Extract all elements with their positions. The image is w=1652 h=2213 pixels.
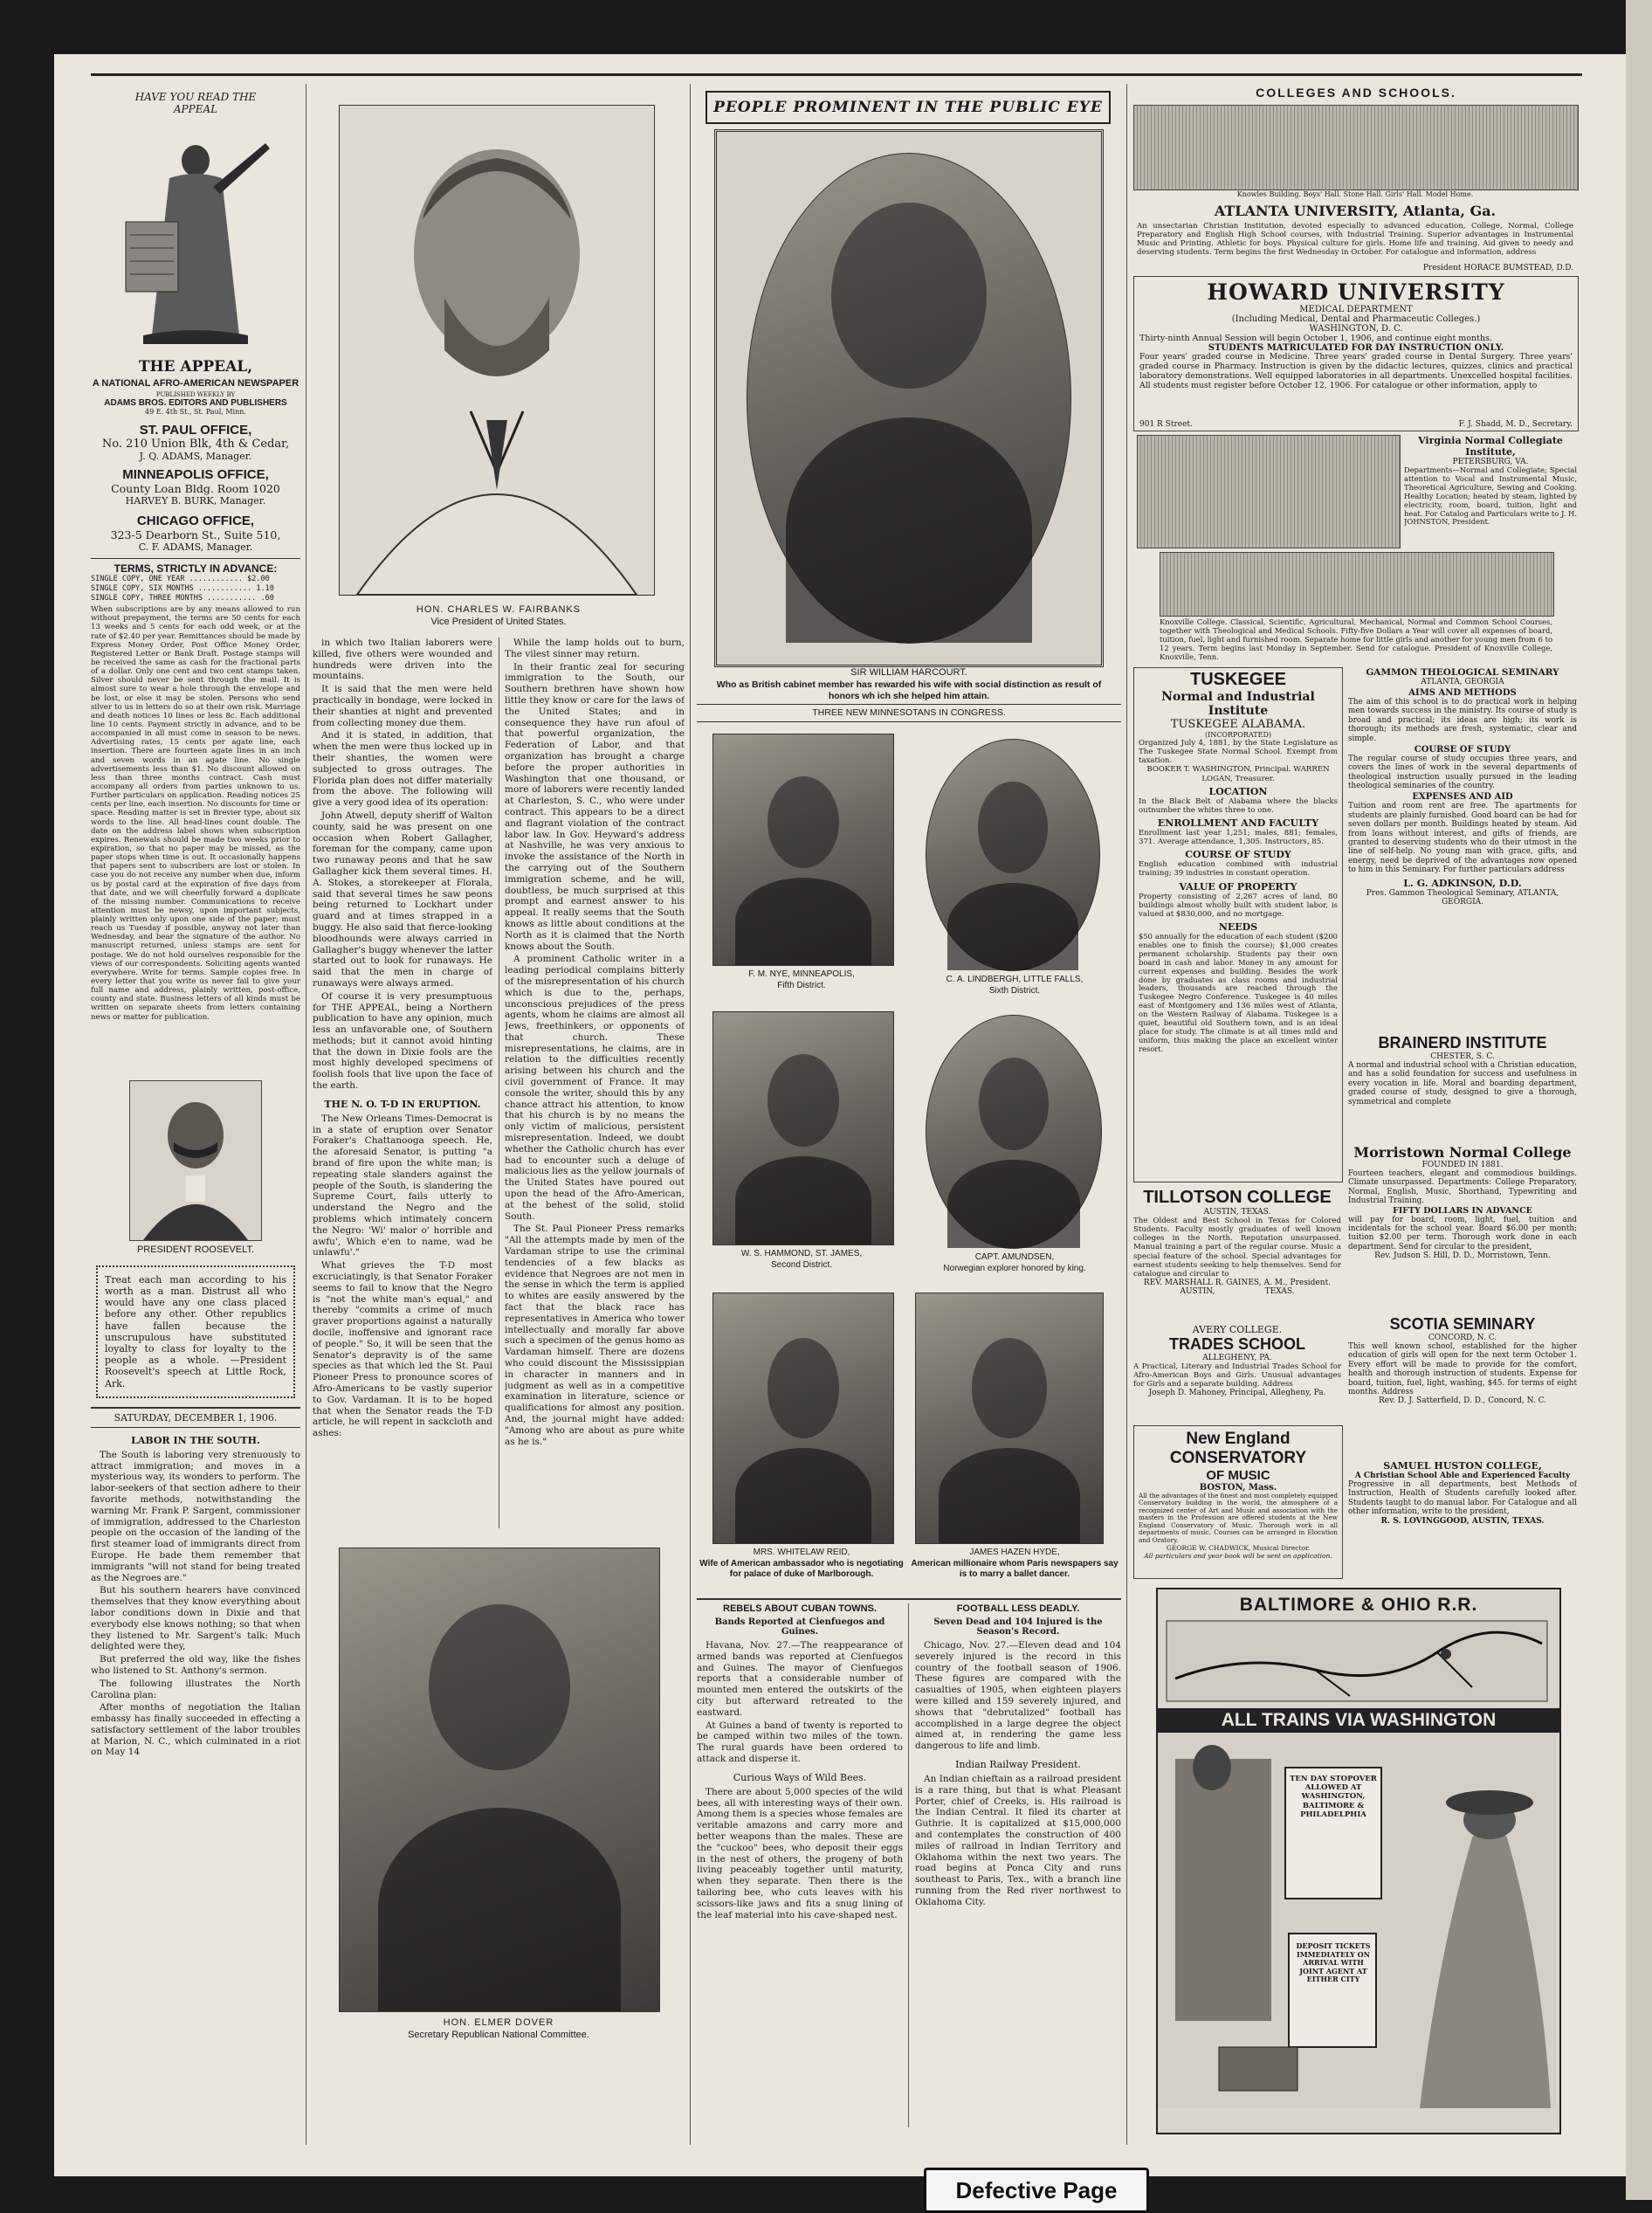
publisher-address: 49 E. 4th St., St. Paul, Minn. bbox=[145, 408, 246, 416]
morristown-ad bbox=[1348, 1144, 1577, 1310]
dover-portrait bbox=[339, 1548, 660, 2012]
gammon-ad bbox=[1348, 667, 1577, 1025]
minneapolis-address: County Loan Bldg. Room 1020 bbox=[111, 482, 280, 495]
colleges-banner: COLLEGES AND SCHOOLS. bbox=[1256, 86, 1456, 100]
column-2-3 bbox=[313, 84, 685, 2145]
fairbanks-portrait bbox=[339, 105, 655, 596]
scotia-city: CONCORD, N. C. bbox=[1428, 1334, 1497, 1342]
column-1 bbox=[91, 84, 300, 2145]
cuban-article bbox=[697, 1603, 903, 2145]
roosevelt-engraving bbox=[130, 1081, 261, 1240]
bo-deposit-sign: DEPOSIT TICKETS IMMEDIATELY ON ARRIVAL WITH JOINT AGENT AT EITHER CITY bbox=[1296, 1941, 1371, 1984]
lindbergh-description: Sixth District. bbox=[988, 985, 1041, 996]
howard-secretary: F. J. Shadd, M. D., Secretary. bbox=[1458, 420, 1573, 429]
tuskegee-location-heading: LOCATION bbox=[1208, 785, 1268, 797]
tuskegee-course: English education combined with industrial training; 39 industries in constant operation. bbox=[1139, 860, 1338, 879]
hyde-portrait bbox=[915, 1293, 1104, 1544]
tuskegee-officers: BOOKER T. WASHINGTON, Principal. WARREN LOGAN, Treasurer. bbox=[1146, 765, 1330, 783]
colleges-section bbox=[1133, 84, 1579, 2145]
hammond-caption bbox=[697, 1249, 906, 1271]
nec-title-3: OF MUSIC bbox=[1206, 1468, 1270, 1483]
article-paragraph: A prominent Catholic writer in a leading periodical complains bitterly of the misrepresentation of his church which is due to the, perhaps, unconscious prejudices of the press agents, whom he claims are almost all Jews, freethinkers, or opponents of that church. These misrepresentations, he claims, are in relation to the difficulties recently arising between his church and the civil government of France. It may console the writer, should this by any chance attract his attention, to know that his church is by no means the only victim of malicious, persistent misrepresentation. Indeed, we doubt whether the Catholic church has ever had to encounter such a deluge of malicious lies as the yellow journals of the United States have poured out upon the head of the Afro-American, at the behest of the solid, stolid South. bbox=[505, 954, 685, 1222]
terms-fine-print: When subscriptions are by any means allowed to run without prepayment, the terms are 50 cents for each 13 weeks and 5 cents for each odd week, or at the rate of $2.40 per year. Remittances should be made by Express Money Order, Post Office Money Order, Registered Letter or Bank Draft. Postage stamps will be received the same as cash for the fractional parts of a dollar. Only one cent and two cent stamps taken. Silver should never be sent through the mail. It is almost sure to wear a hole through the envelope and be lost, or else it may be stolen. Persons who send silver to us in letters do so at their own risk. Marriage and death notices 10 lines or less 8c. Each additional line 10 cents. Payment strictly in advance, and to be accompanied in all must come in season to be news. Advertising rates, 15 cents per agate line, each insertion. There are fourteen agate lines in an inch and seven words in an agate line. No single advertisements less than $1. No discount allowed on less than three months contract. Cash must accompany all orders from parties unknown to us. Further particulars on application. Reading notices 25 cents per line, each insertion. No discounts for time or space. Reading matter is set in Brevier type, about six words to the line. All head-lines count double. The date on the address label shows when subscription expires. Renewals should be made two weeks prior to expiration, so that no paper may be missed, as the paper stops when time is out. It occasionally happens that papers sent to subscribers are lost or stolen. In case you do not receive any number when due, inform us by postal card at the expiration of five days from that date, and we will cheerfully forward a duplicate of the missing number. Communications to receive attention must be newsy, upon important subjects, plainly written only upon one side of the paper; must reach us Tuesday if possible, anyway not later than Wednesday, and bear the signature of the author. No manuscript returned, unless stamps are sent for postage. We do not hold ourselves responsible for the views of our correspondents. Soliciting agents wanted everywhere. Write for terms. Sample copies free. In every letter that you write us never fail to give your full name and address, plainly written, post-office, county and state. Business letters of all kinds must be written on separate sheets from letters containing news or matter for publication. bbox=[91, 605, 300, 1022]
nye-name: F. M. NYE, MINNEAPOLIS, bbox=[748, 969, 855, 979]
terms-heading: TERMS, STRICTLY IN ADVANCE: bbox=[114, 562, 278, 575]
tuskegee-organized: Organized July 4, 1881, by the State Legislature as The Tuskegee State Normal School. Exempt from taxation. bbox=[1139, 739, 1338, 766]
nec-title-2: CONSERVATORY bbox=[1169, 1449, 1307, 1467]
huston-president: R. S. LOVINGGOOD, AUSTIN, TEXAS. bbox=[1380, 1516, 1545, 1526]
gammon-course: The regular course of study occupies three years, and covers the lines of work in the several departments of theological instruction usually pursued in the leading theological seminaries of the country. bbox=[1348, 754, 1577, 790]
gammon-expenses: Tuition and room rent are free. The apartments for students are plainly furnished. Good board can be had for seven dollars per month. Buildings heated by steam. Aid from loans without interest, and gifts of friends, are granted to deserving students who do their utmost in the line of self-help. No young man with grace, gifts, and energy, need be deprived of the advantages now opened to him in this Seminary. For further particulars address bbox=[1348, 802, 1577, 874]
football-heading: FOOTBALL LESS DEADLY. bbox=[956, 1603, 1080, 1614]
tuskegee-needs: $50 annually for the education of each student ($200 enables one to finish the course); $1,000 creates permanent scholarship. Students pay their own board in cash and labor. Money in any amount for current expenses and building. Besides the work done by graduates as class rooms and industrial leaders, thousands are reached through the Tuskegee Negro Conference. Tuskegee is 40 miles east of Montgomery and 136 miles west of Atlanta, on the Western Railway of Alabama. Tuskegee is a quiet, beautiful old Southern town, and is an ideal place for study. The climate is at all times mild and uniform, thus making the place an excellent winter resort. bbox=[1139, 931, 1338, 1053]
article-paragraph: What grieves the T-D most excruciatingly, is that Senator Foraker seems to fail to know that the Negro is "not the white man's equal," and thereby "commits a crime of much graver proportions against a naturally docile, inoffensive and ignorant race of people." So, it will be seen that the Senator's depravity is of the same species as that which led the St. Paul Pioneer Press to pronounce scores of Afro-Americans to be vastly superior to Gov. Vardaman. It is to be hoped that when the Senator reads the T-D article, he will repent in sackcloth and ashes: bbox=[313, 1260, 492, 1439]
divider bbox=[697, 1598, 1121, 1600]
divider bbox=[91, 558, 300, 559]
roosevelt-quote: Treat each man according to his worth as a man. Distrust all who would have any one class placed before any other. Other republics have fallen because the unscrupulous have substituted loyalty to class for loyalty to the people as a whole. —President Roosevelt's speech at Little Rock, Ark. bbox=[105, 1273, 286, 1389]
minneapolis-office-heading: MINNEAPOLIS OFFICE, bbox=[122, 467, 269, 482]
samuel-huston-ad bbox=[1348, 1460, 1577, 1574]
article-paragraph: But preferred the old way, like the fishes who listened to St. Anthony's sermon. bbox=[91, 1654, 300, 1676]
football-article bbox=[915, 1603, 1121, 2145]
publishers: ADAMS BROS. EDITORS AND PUBLISHERS bbox=[104, 398, 287, 408]
huston-title: SAMUEL HUSTON COLLEGE, bbox=[1383, 1460, 1542, 1472]
masthead-slogan: HAVE YOU READ THE APPEAL bbox=[134, 91, 257, 116]
tuskegee-incorporated: (INCORPORATED) bbox=[1205, 731, 1271, 739]
avery-principal: Joseph D. Mahoney, Principal, Allegheny, Pa. bbox=[1148, 1389, 1326, 1398]
amundsen-description: Norwegian explorer honored by king. bbox=[943, 1263, 1086, 1273]
roosevelt-caption: PRESIDENT ROOSEVELT. bbox=[136, 1244, 255, 1256]
howard-text-1: Thirty-ninth Annual Session will begin October 1, 1906, and continue eight months. bbox=[1139, 334, 1492, 343]
scotia-text: This well known school, established for the higher education of girls will open for the next term October 1. Every effort will be made to provide for the comfort, health and thorough instruction of students. Expense for board, tuition, fuel, light, washing, $45. for terms of eight months. Address bbox=[1348, 1342, 1577, 1396]
scotia-ad bbox=[1348, 1315, 1577, 1455]
morristown-president: Rev. Judson S. Hill, D. D., Morristown, Tenn. bbox=[1374, 1251, 1551, 1260]
lindbergh-portrait bbox=[926, 739, 1100, 971]
scotia-title: SCOTIA SEMINARY bbox=[1389, 1315, 1536, 1333]
tillotson-title: TILLOTSON COLLEGE bbox=[1143, 1188, 1332, 1207]
tuskegee-value: Property consisting of 2,267 acres of land, 80 buildings almost wholly built with student labor, is valued at $830,000, and no mortgage. bbox=[1139, 892, 1338, 919]
gammon-course-heading: COURSE OF STUDY bbox=[1414, 744, 1511, 755]
article-paragraph: But his southern hearers have convinced themselves that they know everything about labor conditions down in Dixie and that everybody else knows nothing; so that when they listened to Mr. Sargent's talk: Much delighted were they, bbox=[91, 1585, 300, 1652]
cuban-heading: REBELS ABOUT CUBAN TOWNS. bbox=[723, 1603, 877, 1614]
gammon-expenses-heading: EXPENSES AND AID bbox=[1412, 792, 1513, 803]
herald-figure-illustration bbox=[108, 91, 283, 346]
article-paragraph: The following illustrates the North Carolina plan: bbox=[91, 1678, 300, 1700]
hyde-description: American millionaire whom Paris newspapers say is to marry a ballet dancer. bbox=[911, 1558, 1119, 1579]
lindbergh-caption bbox=[910, 975, 1119, 996]
nec-city: BOSTON, Mass. bbox=[1199, 1483, 1277, 1493]
divider bbox=[91, 1427, 300, 1428]
terms-rate-row: SINGLE COPY, ONE YEAR ............ $2.00 bbox=[91, 575, 270, 583]
lindbergh-name: C. A. LINDBERGH, LITTLE FALLS, bbox=[946, 975, 1084, 984]
howard-city: WASHINGTON, D. C. bbox=[1309, 324, 1403, 334]
brainerd-city: CHESTER, S. C. bbox=[1430, 1052, 1495, 1061]
nye-description: Fifth District. bbox=[777, 980, 826, 990]
tuskegee-enrollment: Enrollment last year 1,251; males, 881; females, 371. Average attendance, 1,305. Instructors, 85. bbox=[1139, 828, 1338, 847]
chicago-office-heading: CHICAGO OFFICE, bbox=[136, 514, 255, 528]
article-paragraph: After months of negotiation the Italian embassy has finally succeeded in effecting a satisfactory settlement of the labor troubles at Marion, N. C., which culminated in a riot on May 14 bbox=[91, 1702, 300, 1758]
newspaper-page bbox=[54, 54, 1626, 2176]
article-paragraph: Chicago, Nov. 27.—Eleven dead and 104 severely injured is the record in this country of the football season of 1906. These figures are compared with the casualties of 1905, when eighteen players were killed and 159 severely injured, and shows that "debrutalized" football has accomplished in a large degree the object aimed at, in rendering the game less dangerous to life and limb. bbox=[915, 1640, 1121, 1752]
dover-name: HON. ELMER DOVER bbox=[443, 2017, 554, 2028]
amundsen-name: CAPT. AMUNDSEN, bbox=[974, 1252, 1055, 1262]
morristown-founded: FOUNDED IN 1881. bbox=[1421, 1161, 1504, 1169]
railway-heading: Indian Railway President. bbox=[955, 1758, 1081, 1770]
hyde-caption bbox=[910, 1548, 1119, 1581]
reid-caption bbox=[697, 1548, 906, 1581]
gammon-aims-heading: AIMS AND METHODS bbox=[1408, 688, 1517, 698]
gammon-title: GAMMON THEOLOGICAL SEMINARY bbox=[1366, 667, 1559, 678]
tillotson-city: AUSTIN, TEXAS. bbox=[1203, 1208, 1271, 1217]
st-paul-manager: J. Q. ADAMS, Manager. bbox=[139, 451, 252, 462]
morristown-text: Fourteen teachers, elegant and commodious buildings. Climate unsurpassed. Departments: College Preparatory, Normal, English, Music, Shorthand, Typewriting and Industrial Training. bbox=[1348, 1169, 1577, 1206]
nec-title-1: New England bbox=[1186, 1430, 1291, 1448]
column-rule bbox=[1126, 84, 1127, 2145]
article-paragraph: And it is stated, in addition, that when the men were thus locked up in their shanties, the women were subjected to gross outrages. The Florida plan does not differ materially from the above. The following will give a very good idea of its operation: bbox=[313, 730, 492, 809]
gammon-footer: Pres. Gammon Theological Seminary, ATLANTA, GEORGIA. bbox=[1366, 889, 1559, 907]
howard-department: MEDICAL DEPARTMENT bbox=[1299, 305, 1413, 314]
chicago-address: 323-5 Dearborn St., Suite 510, bbox=[110, 528, 281, 541]
atlanta-building-labels: Knowles Building. Boys' Hall. Stone Hall. Girls' Hall. Model Home. bbox=[1236, 190, 1474, 198]
atlanta-president: President HORACE BUMSTEAD, D.D. bbox=[1422, 264, 1573, 272]
labor-south-article bbox=[91, 1450, 300, 1759]
tuskegee-subtitle: Normal and Industrial Institute bbox=[1161, 690, 1315, 718]
article-paragraph: It is said that the men were held practically in bondage, were locked in their shanties at night and prevented from collecting money due them. bbox=[313, 684, 492, 728]
defective-page-label: Defective Page bbox=[924, 2168, 1149, 2213]
paper-subtitle: A NATIONAL AFRO-AMERICAN NEWSPAPER bbox=[92, 378, 299, 389]
huston-text: Progressive in all departments, best Methods of Instruction, Health of Students carefully looked after. Students taught to do manual labor. For Catalogue and all other information, write to the president, bbox=[1348, 1480, 1577, 1517]
howard-text-2: Four years' graded course in Medicine. Three years' graded course in Dental Surgery. Three years' graded course in Pharmacy. Instruction is given by the didactic lectures, quizzes, clinics and practical laboratory demonstrations. Well equipped laboratories in all departments. Unexcelled hospital facilities. All students must register before October 12, 1906. For catalogue or other information, apply to bbox=[1139, 352, 1573, 391]
chicago-manager: C. F. ADAMS, Manager. bbox=[138, 541, 253, 553]
howard-address: 901 R Street. bbox=[1139, 420, 1193, 429]
hammond-name: W. S. HAMMOND, ST. JAMES, bbox=[740, 1249, 863, 1258]
bees-heading: Curious Ways of Wild Bees. bbox=[733, 1771, 867, 1783]
dover-title: Secretary Republican National Committee. bbox=[408, 2029, 589, 2040]
bo-trains: ALL TRAINS VIA WASHINGTON bbox=[1158, 1708, 1559, 1733]
labor-south-heading: LABOR IN THE SOUTH. bbox=[131, 1434, 260, 1446]
knoxville-college-engraving bbox=[1160, 552, 1554, 617]
atlanta-university-text: An unsectarian Christian Institution, devoted especially to advanced education, College, Normal, College Preparatory and English High School courses, with Industrial Training. Superior advantages in Instrumental Music and Printing. Athletic for boys. Physical culture for girls. Home life and training. Aid given to needy and deserving students. Term begins the first Wednesday in October. For catalogue and information, address bbox=[1137, 222, 1573, 258]
article-paragraph: John Atwell, deputy sheriff of Walton county, said he was present on one occasion when Robert Gallagher, foreman for the company, came upon two runaway peons and that he saw Gallagher kick them several times. H. A. Stokes, a storekeeper at Florala, said that several times he saw peons being returned to Lockhart under guard and at times strapped in a buggy. He also said that fierce-looking bloodhounds were always carried in Gallagher's buggy whenever the latter started out to look for runaways. He said that the men in charge of runaways were always armed. bbox=[313, 810, 492, 989]
tuskegee-location: In the Black Belt of Alabama where the blacks outnumber the whites three to one. bbox=[1139, 796, 1338, 815]
people-prominent-section bbox=[697, 84, 1121, 2145]
terms-rate-row: SINGLE COPY, THREE MONTHS ........... .60 bbox=[91, 594, 274, 603]
fairbanks-engraving bbox=[340, 106, 654, 595]
gammon-president: L. G. ADKINSON, D.D. bbox=[1403, 878, 1522, 890]
tillotson-footer: AUSTIN, TEXAS. bbox=[1180, 1286, 1295, 1296]
morristown-title: Morristown Normal College bbox=[1353, 1144, 1572, 1161]
column-rule bbox=[690, 84, 691, 2145]
avery-subtitle: TRADES SCHOOL bbox=[1168, 1335, 1305, 1353]
nec-director: GEORGE W. CHADWICK, Musical Director. bbox=[1166, 1544, 1311, 1553]
masthead-illustration bbox=[108, 91, 283, 346]
people-prominent-banner: PEOPLE PROMINENT IN THE PUBLIC EYE bbox=[706, 91, 1111, 124]
howard-subtitle: (Including Medical, Dental and Pharmaceutic Colleges.) bbox=[1231, 314, 1481, 324]
st-paul-office-heading: ST. PAUL OFFICE, bbox=[139, 423, 252, 438]
tillotson-president: REV. MARSHALL R. GAINES, A. M., President. bbox=[1143, 1278, 1332, 1287]
new-england-conservatory-ad bbox=[1133, 1425, 1343, 1579]
col2-article bbox=[313, 638, 492, 1537]
article-paragraph: In their frantic zeal for securing immigration to the South, our Southern brethren have shown how little they know or care for the laws of the United States; and in consequence they have run afoul of that powerful organization, the Federation of Labor, and that organization has brought a charge before the proper authorities in Washington that one thousand, or more of laborers were recently landed at Charleston, S. C., who were under contract. This appears to be a direct and flagrant violation of the contract labor law. In Gov. Heyward's address at Nashville, he was very anxious to invoke the assistance of the North in the carrying out of the Southern immigration scheme, and he will, doubtless, be much surprised at this prompt and earnest answer to his appeal. It really seems that the South knows as little about conditions at the North as it is claimed that the North knows about the South. bbox=[505, 661, 685, 952]
virginia-title: Virginia Normal Collegiate Institute, bbox=[1418, 435, 1563, 458]
bo-title: BALTIMORE & OHIO R.R. bbox=[1239, 1595, 1478, 1615]
td-heading: THE N. O. T-D IN ERUPTION. bbox=[324, 1098, 481, 1110]
howard-day-instruction: STUDENTS MATRICULATED FOR DAY INSTRUCTION ONLY. bbox=[1208, 343, 1504, 354]
harcourt-description: Who as British cabinet member has rewarded his wife with social distinction as result of honors wh ich she helped him attain. bbox=[716, 679, 1102, 701]
article-paragraph: At Guines a band of twenty is reported to be camped within two miles of the town. The rural guards have been ordered to attack and disperse it. bbox=[697, 1720, 903, 1764]
article-paragraph: An Indian chieftain as a railroad president is a rare thing, but that is what Pleasant Porter, chief of Creeks, is. His railroad is the Indian Central. It filed its charter at Guthrie. It is capitalized at $15,000,000 and contemplates the construction of 400 miles of railroad in Indian Territory and Oklahoma within the next two years. The road begins at Ponca City and runs southeast to Paris, Tex., with a branch line running from the Red river northwest to Oklahoma City. bbox=[915, 1773, 1121, 1907]
nec-text: All the advantages of the finest and most completely equipped Conservatory building in the world, the atmosphere of a recognized center of Art and Music and association with the masters in the Profession are offered students at the New England Conservatory of Music. Thorough work in all departments of music. Courses can be arranged in Elocution and Oratory. bbox=[1139, 1492, 1338, 1544]
tillotson-ad bbox=[1133, 1188, 1341, 1319]
article-paragraph: The New Orleans Times-Democrat is in a state of eruption over Senator Foraker's Chattanooga speech. He, the aforesaid Senator, is putting "a brand of fire upon the white man; is repeating stale slanders against the people of the South, is slandering the Supreme Court, fails utterly to understand the Negro and the problems which intimately concern the Negro: 'Wi' malor o' horrible and awfu', Which e'en to name, wad be unlawfu'." bbox=[313, 1113, 492, 1258]
huston-subtitle: A Christian School Able and Experienced Faculty bbox=[1354, 1472, 1571, 1480]
minnesotans-heading: THREE NEW MINNESOTANS IN CONGRESS. bbox=[812, 707, 1006, 718]
tuskegee-enrollment-heading: ENROLLMENT AND FACULTY bbox=[1157, 817, 1319, 829]
tillotson-text: The Oldest and Best School in Texas for Colored Students. Faculty mostly graduates of well known colleges in the North. Reputation unsurpassed. Manual training a part of the regular course. Music a special feature of the school. Special advantages for earnest students seeking to help themselves. Send for catalogue and circular to bbox=[1133, 1217, 1341, 1279]
bo-stopover-sign: TEN DAY STOPOVER ALLOWED AT WASHINGTON, BALTIMORE & PHILADELPHIA bbox=[1290, 1775, 1377, 1819]
hammond-portrait bbox=[712, 1011, 894, 1245]
gammon-aims: The aim of this school is to do practical work in helping men towards success in the ministry. Its course of study is broad and practical; its ideas are high; its work is thorough; its methods are fresh, systematic, clear and simple. bbox=[1348, 698, 1577, 743]
divider bbox=[697, 721, 1121, 722]
avery-text: A Practical, Literary and Industrial Trades School for Afro-American Boys and Girls. Unusual advantages for Girls and a separate building. Address bbox=[1133, 1362, 1341, 1389]
top-rule bbox=[91, 73, 1582, 76]
virginia-city: PETERSBURG, VA. bbox=[1452, 458, 1529, 466]
published-weekly: PUBLISHED WEEKLY BY bbox=[155, 391, 236, 398]
atlanta-university-engraving bbox=[1133, 105, 1579, 190]
bo-route-map bbox=[1158, 1617, 1556, 1705]
nye-portrait bbox=[712, 734, 894, 966]
baltimore-ohio-ad bbox=[1156, 1588, 1561, 2134]
hyde-name: JAMES HAZEN HYDE, bbox=[969, 1548, 1060, 1557]
divider bbox=[697, 704, 1121, 705]
tuskegee-title: TUSKEGEE bbox=[1189, 670, 1287, 689]
hammond-description: Second District. bbox=[770, 1259, 833, 1270]
nec-footer: All particulars and year book will be sent on application. bbox=[1144, 1552, 1332, 1561]
amundsen-portrait bbox=[926, 1015, 1102, 1249]
divider bbox=[91, 1407, 300, 1409]
gammon-city: ATLANTA, GEORGIA bbox=[1421, 678, 1504, 686]
st-paul-address: No. 210 Union Blk, 4th & Cedar, bbox=[101, 438, 290, 451]
reid-portrait bbox=[712, 1293, 894, 1544]
article-paragraph: The St. Paul Pioneer Press remarks "All the attempts made by men of the Vardaman stripe to use the criminal tendencies of a few blacks as evidence that Negroes are not men in the sense in which the term is applied to whites are easily answered by the fact that the black race has representatives in America who tower intellectually and morally far above such a specimen of the genus homo as Vardaman himself. There are dozens who could discount the Mississippian in character in manners and in judgment as well as in a competitive examination in literature, science or qualifications for almost any position. And, the journal might have added: "Among who are about as pure white as he is." bbox=[505, 1224, 685, 1447]
reid-name: MRS. WHITELAW REID, bbox=[753, 1548, 850, 1557]
brainerd-ad bbox=[1348, 1034, 1577, 1139]
reid-description: Wife of American ambassador who is negotiating for palace of duke of Marlborough. bbox=[699, 1558, 904, 1579]
adjacent-page-edge bbox=[1626, 0, 1652, 2200]
article-paragraph: While the lamp holds out to burn, The vilest sinner may return. bbox=[505, 638, 685, 659]
harcourt-frame bbox=[714, 129, 1104, 667]
howard-university-ad bbox=[1133, 276, 1579, 431]
tuskegee-ad bbox=[1133, 667, 1343, 1182]
harcourt-caption bbox=[706, 667, 1112, 702]
issue-dateline: SATURDAY, DECEMBER 1, 1906. bbox=[114, 1411, 278, 1424]
football-subheading: Seven Dead and 104 Injured is the Season's Record. bbox=[933, 1617, 1103, 1637]
cuban-subheading: Bands Reported at Cienfuegos and Guines. bbox=[714, 1617, 885, 1637]
fairbanks-caption bbox=[313, 604, 685, 629]
article-paragraph: Havana, Nov. 27.—The reappearance of armed bands was reported at Cienfuegos and Guines. The mayor of Cienfuegos reports that a considerable number of mounted men entered the outskirts of the city but afterward retreated to the eastward. bbox=[697, 1640, 903, 1718]
avery-title: AVERY COLLEGE. bbox=[1192, 1324, 1283, 1335]
nye-caption bbox=[697, 969, 906, 991]
harcourt-name: SIR WILLIAM HARCOURT. bbox=[850, 667, 967, 678]
knoxville-text: Knoxville College. Classical, Scientific, Agricultural, Mechanical, Normal and Common School Courses, together with Theological and Medical Schools. Fifty-five Dollars a Year will cover all expenses of board, tuition, fuel, light and furnished room. Separate home for little girls and another for young men from 6 to 12 years. Term begins last Monday in September. Send for catalogue. President of Knoxville College, Knoxville, Tenn. bbox=[1160, 617, 1552, 661]
virginia-normal-ad bbox=[1404, 435, 1577, 548]
avery-ad bbox=[1133, 1324, 1341, 1420]
scotia-president: Rev. D. J. Satterfield, D. D., Concord, N. C. bbox=[1378, 1396, 1547, 1406]
fairbanks-title: Vice President of United States. bbox=[430, 616, 567, 627]
tuskegee-course-heading: COURSE OF STUDY bbox=[1185, 849, 1291, 861]
roosevelt-portrait bbox=[129, 1080, 262, 1241]
howard-title: HOWARD UNIVERSITY bbox=[1207, 279, 1505, 305]
terms-rates bbox=[91, 575, 300, 603]
brainerd-text: A normal and industrial school with a Christian education, and has a solid foundation for success and usefulness in every vocation in life. Moral and boarding department, graded course of study, designed to give a thorough, symmetrical and complete bbox=[1348, 1061, 1577, 1106]
terms-rate-row: SINGLE COPY, SIX MONTHS ............ 1.10 bbox=[91, 584, 274, 594]
morristown-fifty-dollars: FIFTY DOLLARS IN ADVANCE bbox=[1393, 1205, 1532, 1216]
morristown-text-2: will pay for board, room, light, fuel, tuition and incidentals for the school year. Board $6.00 per month; tuition $2.00 per term. Thorough work done in each department. Send for circular to the president, bbox=[1348, 1215, 1577, 1251]
virginia-text: Departments—Normal and Collegiate; Special attention to Vocal and Instrumental Music, Theoretical Agriculture, Sewing and Cooking. Healthy Location; heated by steam, lighted by electricity, room, board, tuition, light and heat. For Catalog and Particulars write to J. H. JOHNSTON, President. bbox=[1404, 465, 1577, 527]
virginia-normal-engraving bbox=[1137, 435, 1401, 548]
tuskegee-value-heading: VALUE OF PROPERTY bbox=[1179, 880, 1298, 893]
column-rule bbox=[908, 1603, 909, 2127]
amundsen-caption bbox=[910, 1252, 1119, 1274]
brainerd-title: BRAINERD INSTITUTE bbox=[1378, 1034, 1547, 1051]
roosevelt-quote-box bbox=[96, 1265, 295, 1398]
tuskegee-city: TUSKEGEE ALABAMA. bbox=[1170, 718, 1306, 731]
dover-caption bbox=[313, 2017, 685, 2042]
article-paragraph: The South is laboring very strenuously to attract immigration; and moves in a mysterious way, its wonders to perform. The labor-seekers of that section adhere to their favorite methods, notwithstanding the warning Mr. Frank P. Sargent, commissioner of immigration, addressed to the Charleston people on the occasion of the landing of the first steamer load of immigrants direct from Europe. He bade them remember that immigrants "will not stand for being treated as the Negroes are." bbox=[91, 1449, 300, 1583]
tuskegee-needs-heading: NEEDS bbox=[1218, 920, 1258, 933]
article-paragraph: Of course it is very presumptuous for THE APPEAL, being a Northern publication to have any opinion, much less an unfavorable one, of Southern methods; but it cannot avoid hinting that the down in Dixie fools are the most highly developed specimens of foolish fools that live upon the face of the earth. bbox=[313, 990, 492, 1092]
avery-city: ALLEGHENY, PA. bbox=[1202, 1354, 1272, 1362]
minneapolis-manager: HARVEY B. BURK, Manager. bbox=[125, 495, 266, 507]
atlanta-university-title: ATLANTA UNIVERSITY, Atlanta, Ga. bbox=[1214, 203, 1497, 219]
article-paragraph: There are about 5,000 species of the wild bees, all with interesting ways of their own. Among them is a species whose females are veritable amazons and carry more and better weapons than the males. These are the "cuckoo" bees, who deposit their eggs in the nest of others, the progeny of both living peaceably together until maturity, when they separate. Then there is the tailoring bee, who cuts leaves with his scissors-like jaws and fits a snug lining of the leaf material into his cave-shaped nest. bbox=[697, 1786, 903, 1920]
article-paragraph: in which two Italian laborers were killed, five others were wounded and hundreds were driven into the mountains. bbox=[313, 638, 492, 682]
fairbanks-name: HON. CHARLES W. FAIRBANKS bbox=[416, 604, 582, 615]
paper-title: THE APPEAL, bbox=[138, 358, 253, 376]
col3-article bbox=[505, 638, 685, 1537]
harcourt-portrait bbox=[747, 153, 1071, 644]
